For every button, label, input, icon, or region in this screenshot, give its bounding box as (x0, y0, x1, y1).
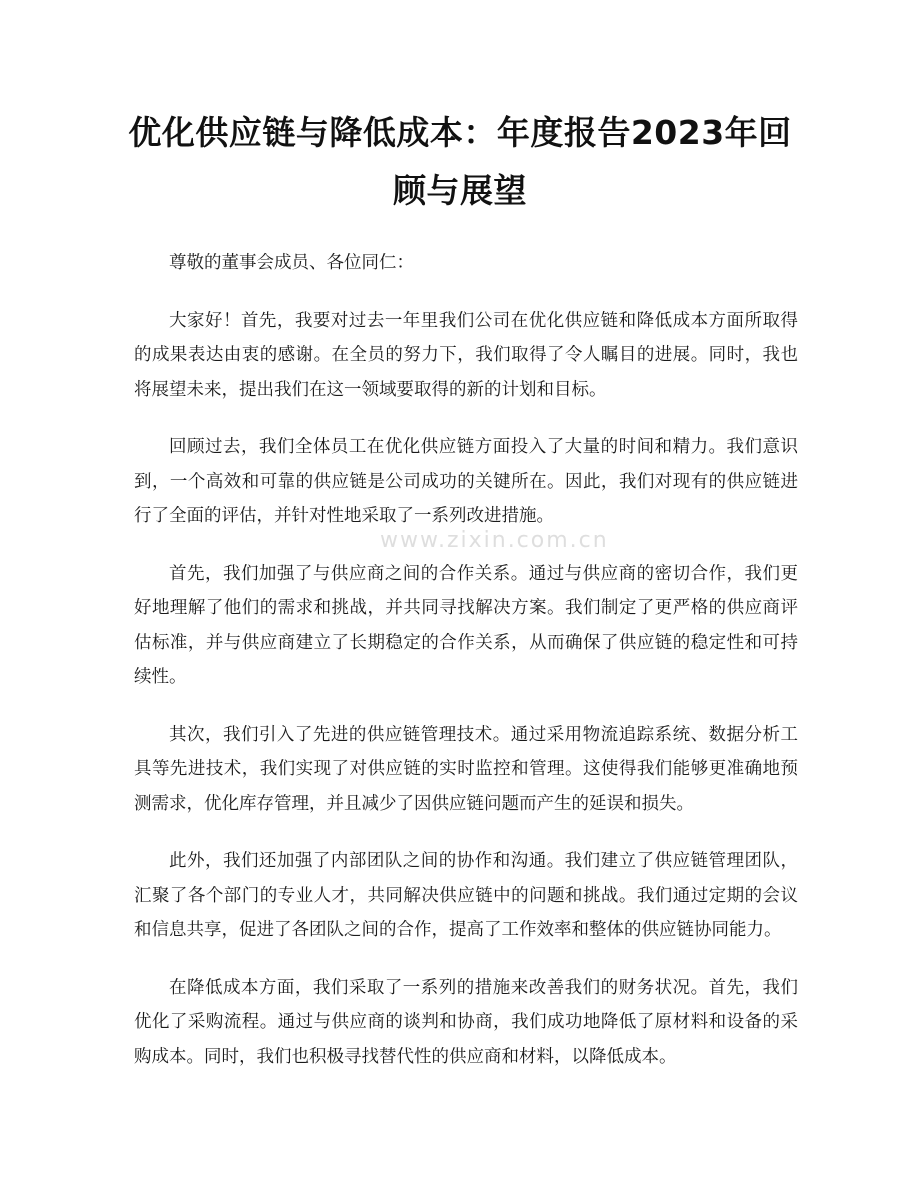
paragraph: 大家好！首先，我要对过去一年里我们公司在优化供应链和降低成本方面所取得的成果表达由衷的感谢。在全员的努力下，我们取得了令人瞩目的进展。同时，我也将展望未来，提出我们在这一领域要取得的新的计划和目标。 (134, 310, 798, 400)
paragraph: 此外，我们还加强了内部团队之间的协作和沟通。我们建立了供应链管理团队，汇聚了各个部门的专业人才，共同解决供应链中的问题和挑战。我们通过定期的会议和信息共享，促进了各团队之间的合作，提高了工作效率和整体的供应链协同能力。 (134, 851, 798, 940)
paragraph: 在降低成本方面，我们采取了一系列的措施来改善我们的财务状况。首先，我们优化了采购流程。通过与供应商的谈判和协商，我们成功地降低了原材料和设备的采购成本。同时，我们也积极寻找替代性的供应商和材料，以降低成本。 (134, 977, 798, 1067)
greeting: 尊敬的董事会成员、各位同仁： (169, 253, 414, 273)
paragraph: 首先，我们加强了与供应商之间的合作关系。通过与供应商的密切合作，我们更好地理解了他们的需求和挑战，并共同寻找解决方案。我们制定了更严格的供应商评估标准，并与供应商建立了长期稳定的合作关系，从而确保了供应链的稳定性和可持续性。 (134, 563, 798, 687)
document-body (134, 246, 798, 1097)
paragraph: 回顾过去，我们全体员工在优化供应链方面投入了大量的时间和精力。我们意识到，一个高效和可靠的供应链是公司成功的关键所在。因此，我们对现有的供应链进行了全面的评估，并针对性地采取了一系列改进措施。 (134, 437, 798, 526)
watermark: www.zixin.com.cn (380, 528, 609, 553)
document-title: 优化供应链与降低成本：年度报告2023年回顾与展望 (128, 113, 792, 210)
paragraph: 其次，我们引入了先进的供应链管理技术。通过采用物流追踪系统、数据分析工具等先进技术，我们实现了对供应链的实时监控和管理。这使得我们能够更准确地预测需求，优化库存管理，并且减少了因供应链问题而产生的延误和损失。 (134, 724, 798, 814)
